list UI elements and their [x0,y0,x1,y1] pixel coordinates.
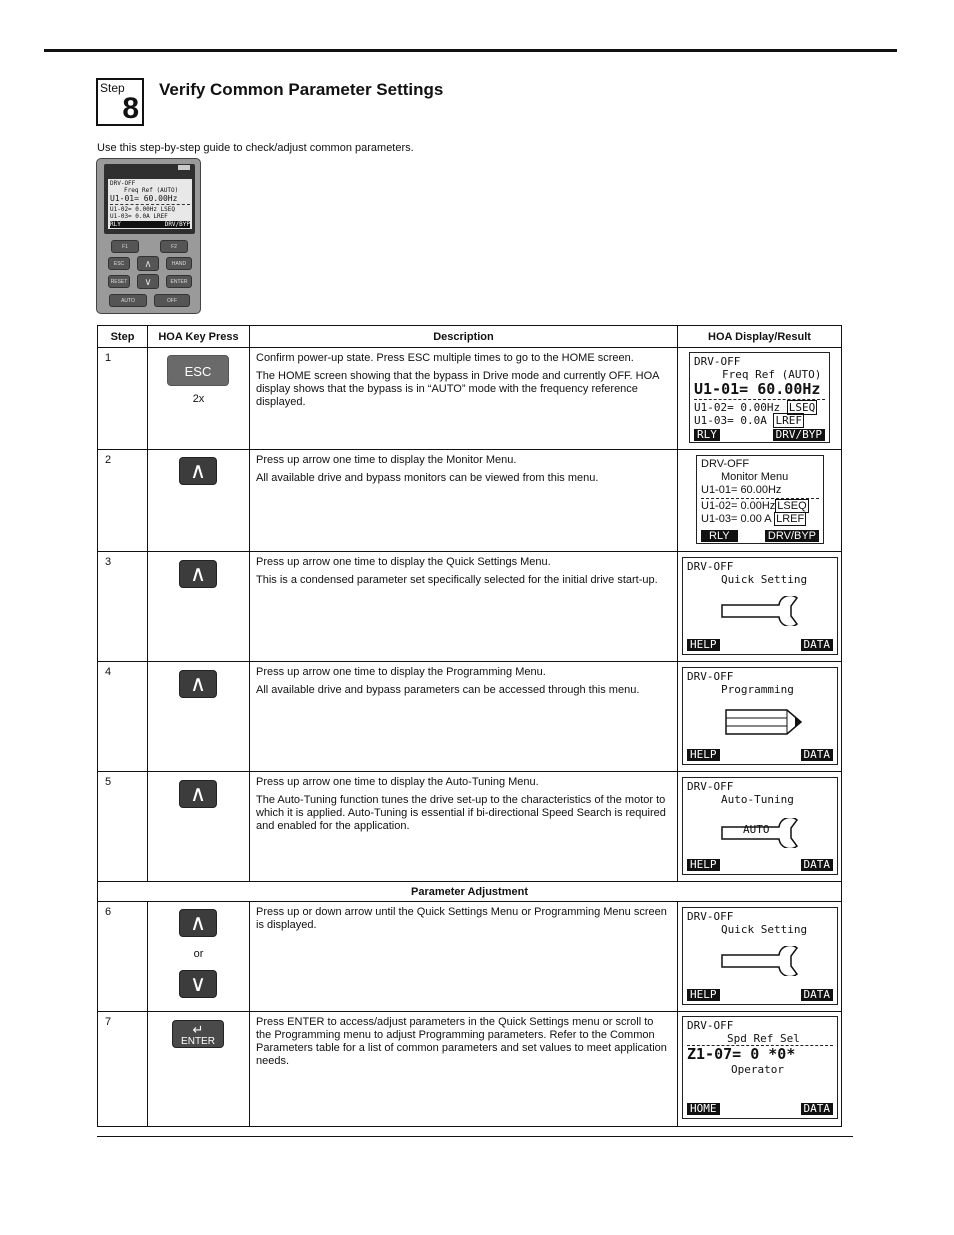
lcd-softkeys [694,429,825,441]
key-cell [148,662,250,771]
lcd-line: DRV-OFF [687,1019,734,1032]
description-cell [250,348,678,449]
kp-off-button: OFF [154,294,190,307]
description-line: Press up arrow one time to display the Auto-Tuning Menu. [256,776,539,788]
key-cell [148,1012,250,1126]
key-cell [148,552,250,661]
kp-reset-button: RESET [108,275,130,288]
up-arrow-key: ∧ [179,670,217,698]
up-arrow-key: ∧ [179,780,217,808]
pencil-icon [725,708,805,736]
hoa-keypad-illustration [96,158,201,314]
hoa-display [689,352,830,443]
up-arrow-key: ∧ [179,909,217,937]
lcd-softkeys [701,530,819,542]
description-cell [250,1012,678,1126]
lcd-line: DRV-OFF [687,910,734,923]
step-number-cell: 6 [98,902,148,1011]
lcd-softkeys [687,639,833,651]
description-line: This is a condensed parameter set specifically selected for the initial drive start-up. [256,574,658,586]
step-number: 8 [122,92,139,125]
display-cell [678,662,841,771]
table-row [98,662,841,772]
table-row [98,1012,841,1126]
lcd-softkeys [687,989,833,1001]
lcd-softkeys [687,1103,833,1115]
table-row [98,348,841,450]
hoa-display [682,777,838,875]
key-cell [148,348,250,449]
lcd-line: U1-01= 60.00Hz [701,484,782,496]
lcd-line: Monitor Menu [721,471,789,483]
description-line: Press ENTER to access/adjust parameters in the Quick Settings menu or scroll to the Programming menu to adjust Programming parameters. Refer to the Common Parameters table for a list of common parameters and set values to meet application needs. [256,1016,667,1067]
lcd-soft-left: HELP [687,639,720,651]
header-description: Description [250,326,678,347]
kp-esc-button: ESC [108,257,130,270]
lcd-soft-right: DATA [801,859,834,871]
lcd-line: Spd Ref Sel [687,1032,833,1046]
lcd-line: Programming [721,683,794,696]
key-cell [148,450,250,551]
kp-enter-button: ENTER [166,275,192,288]
lcd-line: DRV-OFF [694,355,741,368]
lcd-line: Freq Ref (AUTO) [722,368,822,381]
enter-key [172,1020,224,1048]
bottom-rule [97,1136,853,1137]
header-step: Step [98,326,148,347]
lcd-soft-left: HELP [687,989,720,1001]
description-cell [250,772,678,881]
lcd-soft-right: DATA [801,1103,834,1115]
step-word: Step [100,81,125,95]
lcd-text: U1-03= 0.0A [694,414,767,427]
lcd-text: U1-03= 0.00 A [701,513,772,525]
parameter-adjustment-band: Parameter Adjustment [98,882,841,902]
kp-softkeys [110,221,190,228]
kp-line-2: Freq Ref (AUTO) [124,187,179,194]
kp-f1-button: F1 [111,240,139,253]
lcd-badge: LSEQ [788,401,816,414]
lcd-line [694,414,825,427]
wrench-icon [721,946,801,976]
step-number-cell: 5 [98,772,148,881]
lcd-line: Z1-07= 0 *0* [687,1045,796,1063]
kp-soft-left: RLY [110,221,121,228]
description-line: Press up arrow one time to display the Monitor Menu. [256,454,517,466]
lcd-badge: LREF [776,513,805,525]
lcd-soft-right: DATA [801,749,834,761]
lcd-line: DRV-OFF [687,560,734,573]
display-cell [678,772,841,881]
description-line: Press up arrow one time to display the Quick Settings Menu. [256,556,551,568]
lcd-soft-left: RLY [694,429,720,441]
kp-dash [110,204,190,205]
key-cell [148,772,250,881]
lcd-line: DRV-OFF [687,670,734,683]
description-cell [250,450,678,551]
lcd-tool-label: AUTO [743,823,770,836]
hoa-display [682,1016,838,1119]
table-row [98,552,841,662]
display-cell [678,1012,841,1126]
lcd-soft-right: DATA [801,639,834,651]
keypad-led [178,165,190,170]
lcd-softkeys [687,749,833,761]
display-cell [678,552,841,661]
up-arrow-key: ∧ [179,560,217,588]
description-line: The HOME screen showing that the bypass in Drive mode and currently OFF. HOA display shows that the bypass is in “AUTO” mode with the frequency reference displayed. [256,370,659,408]
down-arrow-key: ∨ [179,970,217,998]
keypad-screen [108,179,192,229]
lcd-line: Auto-Tuning [721,793,794,806]
lcd-soft-left: HELP [687,859,720,871]
page-title: Verify Common Parameter Settings [159,80,444,99]
parameter-steps-table [97,325,842,1127]
step-number-cell: 4 [98,662,148,771]
description-line: All available drive and bypass monitors can be viewed from this menu. [256,472,599,484]
wrench-icon [721,596,801,626]
description-line: Press up or down arrow until the Quick Settings Menu or Programming Menu screen is displayed. [256,906,667,931]
kp-soft-right: DRV/BYP [164,221,190,228]
hoa-display [682,557,838,655]
top-rule [44,49,897,52]
table-header-row [98,326,841,348]
lcd-badge: LREF [775,414,802,427]
display-cell [678,450,841,551]
lcd-line: DRV-OFF [687,780,734,793]
lcd-soft-right: DRV/BYP [773,429,825,441]
kp-down-button: ∨ [137,274,159,289]
enter-icon: ↵ [192,1022,204,1037]
esc-key: ESC [167,355,229,386]
kp-line-4: U1-02= 0.00Hz LSEQ [110,206,176,213]
lcd-line: U1-01= 60.00Hz [694,380,821,398]
description-cell [250,552,678,661]
hoa-display [682,907,838,1005]
header-key: HOA Key Press [148,326,250,347]
lcd-soft-left: HOME [687,1103,720,1115]
hoa-display [682,667,838,765]
kp-f2-button: F2 [160,240,188,253]
lcd-line: DRV-OFF [701,458,750,470]
step-badge [96,78,144,126]
description-line: Confirm power-up state. Press ESC multiple times to go to the HOME screen. [256,352,634,364]
display-cell [678,348,841,449]
header-display: HOA Display/Result [708,331,811,343]
kp-hand-button: HAND [166,257,192,270]
table-row [98,772,841,882]
step-number-cell: 3 [98,552,148,661]
lcd-line [694,401,825,414]
description-line: The Auto-Tuning function tunes the drive set-up to the characteristics of the motor to which it is applied. Auto-Tuning is essential if bi-directional Speed Search is required and enabled for the application. [256,794,666,832]
description-line: All available drive and bypass parameters can be accessed through this menu. [256,684,640,696]
key-cell [148,902,250,1011]
lcd-line [701,513,819,526]
lcd-text: U1-02= 0.00Hz [701,500,776,512]
up-arrow-key: ∧ [179,457,217,485]
lcd-softkeys [687,859,833,871]
enter-key-label: ENTER [181,1036,215,1047]
key-caption: 2x [192,393,205,405]
lcd-text: U1-02= 0.00Hz [694,401,781,414]
table-row [98,450,841,552]
description-line: Press up arrow one time to display the Programming Menu. [256,666,546,678]
lcd-soft-left: HELP [687,749,720,761]
kp-line-3: U1-01= 60.00Hz [110,194,178,203]
kp-up-button: ∧ [137,256,159,271]
lcd-soft-right: DRV/BYP [765,530,819,542]
display-cell [678,902,841,1011]
table-row [98,902,841,1012]
step-number-cell: 7 [98,1012,148,1126]
step-number-cell: 2 [98,450,148,551]
key-caption: or [193,948,204,960]
kp-line-5: U1-03= 0.0A LREF [110,213,168,220]
intro-text: Use this step-by-step guide to check/adjust common parameters. [97,142,414,154]
hoa-display [696,455,824,544]
lcd-soft-right: DATA [801,989,834,1001]
lcd-soft-left: RLY [701,530,738,542]
lcd-badge: LSEQ [777,500,807,512]
lcd-line: Quick Setting [721,573,808,586]
step-number-cell: 1 [98,348,148,449]
lcd-line: Quick Setting [721,923,808,936]
lcd-line: Operator [731,1063,784,1076]
description-cell [250,662,678,771]
description-cell [250,902,678,1011]
kp-line-1: DRV-OFF [110,180,136,187]
kp-auto-button: AUTO [109,294,147,307]
